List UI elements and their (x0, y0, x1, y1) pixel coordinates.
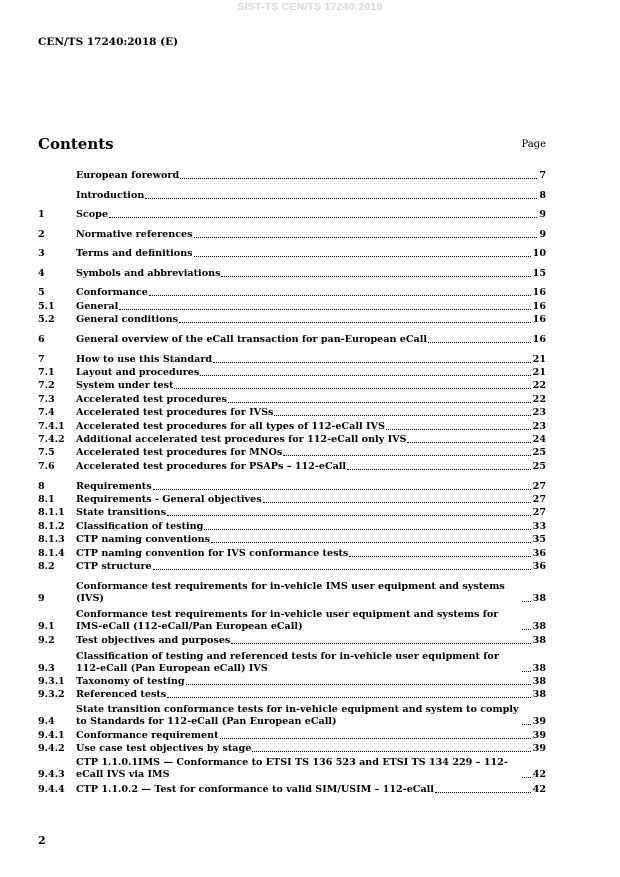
toc-leader-dots (435, 792, 531, 793)
document-identifier: CEN/TS 17240:2018 (E) (38, 36, 179, 48)
toc-entry-title: CTP 1.1.0.2 — Test for conformance to valid SIM/USIM – 112-eCall (76, 784, 434, 795)
toc-entry-title: State transitions (76, 507, 167, 518)
toc-entry-number: 7.4.1 (38, 421, 65, 432)
toc-leader-dots (174, 388, 530, 389)
toc-leader-dots (522, 777, 531, 778)
toc-entry[interactable] (38, 704, 546, 728)
toc-entry-page: 27 (532, 507, 546, 518)
toc-entry-title: Accelerated test procedures for MNOs (76, 447, 283, 458)
toc-entry-title: Classification of testing and referenced tests for in-vehicle user equipment for 112-eCall (Pan European eCall) IVS (76, 651, 499, 674)
toc-entry-page: 24 (532, 434, 546, 445)
toc-entry-number: 8.2 (38, 561, 55, 572)
toc-entry-title: State transition conformance tests for in-vehicle equipment and system to comply to Standards for 112-eCall (Pan European eCall) (76, 704, 519, 727)
toc-entry[interactable] (38, 784, 546, 796)
toc-entry-page: 25 (532, 461, 546, 472)
toc-entry[interactable] (38, 268, 546, 280)
toc-entry-title: How to use this Standard (76, 354, 213, 365)
toc-leader-dots (167, 515, 531, 516)
toc-entry[interactable] (38, 757, 546, 781)
toc-entry-number: 7.6 (38, 461, 55, 472)
toc-entry[interactable] (38, 229, 546, 241)
toc-leader-dots (194, 256, 531, 257)
toc-entry-title: Layout and procedures (76, 367, 200, 378)
toc-entry[interactable] (38, 481, 546, 493)
toc-entry-number: 9.4.1 (38, 730, 65, 741)
toc-entry[interactable] (38, 461, 546, 473)
toc-leader-dots (347, 469, 531, 470)
table-of-contents (38, 0, 546, 877)
toc-entry-page: 39 (532, 730, 546, 741)
toc-entry-page: 16 (532, 314, 546, 325)
toc-leader-dots (283, 455, 530, 456)
toc-entry[interactable] (38, 209, 546, 221)
toc-entry-page: 21 (532, 367, 546, 378)
toc-entry-page: 38 (532, 689, 546, 700)
toc-entry-number: 2 (38, 229, 45, 240)
toc-entry-page: 38 (532, 593, 546, 604)
toc-leader-dots (194, 237, 538, 238)
toc-leader-dots (407, 442, 530, 443)
toc-entry-title: Taxonomy of testing (76, 676, 185, 687)
toc-entry-title: Introduction (76, 190, 145, 201)
toc-entry-page: 38 (532, 621, 546, 632)
toc-leader-dots (204, 529, 530, 530)
toc-entry[interactable] (38, 521, 546, 533)
toc-entry-page: 27 (532, 481, 546, 492)
toc-entry-page: 21 (532, 354, 546, 365)
toc-entry[interactable] (38, 534, 546, 546)
toc-entry-number: 7.1 (38, 367, 55, 378)
toc-leader-dots (119, 309, 530, 310)
toc-leader-dots (522, 671, 531, 672)
toc-leader-dots (252, 751, 530, 752)
toc-entry-number: 7 (38, 354, 45, 365)
toc-entry-number: 7.5 (38, 447, 55, 458)
toc-entry-title: Requirements (76, 481, 152, 492)
toc-entry-title: European foreword (76, 170, 180, 181)
page-number: 2 (38, 834, 46, 847)
toc-entry-number: 9.1 (38, 621, 55, 632)
toc-entry-page: 38 (532, 663, 546, 674)
toc-entry-title: CTP naming conventions (76, 534, 211, 545)
toc-entry-page: 15 (532, 268, 546, 279)
toc-entry-number: 8.1 (38, 494, 55, 505)
toc-entry-title: Accelerated test procedures for all types of 112-eCall IVS (76, 421, 385, 432)
toc-leader-dots (179, 322, 531, 323)
toc-entry-number: 9.2 (38, 635, 55, 646)
toc-entry-number: 9.4.4 (38, 784, 65, 795)
toc-entry-number: 4 (38, 268, 45, 279)
toc-entry-number: 9.4 (38, 716, 55, 727)
toc-entry-title: Conformance test requirements for in-vehicle IMS user equipment and systems (IVS) (76, 581, 505, 604)
toc-entry-number: 8.1.4 (38, 548, 65, 559)
toc-leader-dots (145, 198, 537, 199)
toc-leader-dots (186, 684, 531, 685)
toc-entry-page: 22 (532, 380, 546, 391)
toc-leader-dots (263, 502, 531, 503)
toc-entry-number: 8.1.2 (38, 521, 65, 532)
toc-leader-dots (149, 295, 531, 296)
toc-entry[interactable] (38, 447, 546, 459)
toc-entry[interactable] (38, 170, 546, 182)
toc-entry-title: Conformance (76, 287, 148, 298)
toc-entry-page: 27 (532, 494, 546, 505)
toc-entry-number: 5.1 (38, 301, 55, 312)
toc-entry-page: 36 (532, 548, 546, 559)
toc-entry-number: 5.2 (38, 314, 55, 325)
toc-entry[interactable] (38, 287, 546, 299)
toc-entry[interactable] (38, 421, 546, 433)
toc-entry[interactable] (38, 635, 546, 647)
toc-entry-number: 6 (38, 334, 45, 345)
toc-entry-page: 42 (532, 784, 546, 795)
page-column-label: Page (521, 139, 546, 150)
toc-entry-title: General overview of the eCall transaction for pan-European eCall (76, 334, 428, 345)
toc-entry-page: 16 (532, 334, 546, 345)
toc-entry-page: 23 (532, 421, 546, 432)
toc-entry-title: Terms and definitions (76, 248, 193, 259)
toc-entry[interactable] (38, 434, 546, 446)
toc-leader-dots (180, 178, 537, 179)
toc-entry-title: Test objectives and purposes (76, 635, 231, 646)
toc-entry-title: Accelerated test procedures (76, 394, 227, 405)
toc-entry[interactable] (38, 314, 546, 326)
toc-entry-number: 9.3 (38, 663, 55, 674)
toc-entry-title: Requirements - General objectives (76, 494, 262, 505)
toc-entry-title: Classification of testing (76, 521, 204, 532)
toc-entry-title: Normative references (76, 229, 193, 240)
toc-entry-number: 7.2 (38, 380, 55, 391)
toc-entry-title: CTP 1.1.0.1IMS — Conformance to ETSI TS 136 523 and ETSI TS 134 229 – 112-eCall IVS via IMS (76, 757, 508, 780)
toc-entry-number: 7.4.2 (38, 434, 65, 445)
toc-entry-title: CTP structure (76, 561, 152, 572)
toc-entry-number: 7.3 (38, 394, 55, 405)
toc-entry-number: 8.1.3 (38, 534, 65, 545)
toc-leader-dots (228, 402, 531, 403)
toc-entry-number: 8 (38, 481, 45, 492)
toc-leader-dots (153, 489, 531, 490)
toc-entry-page: 36 (532, 561, 546, 572)
toc-entry-number: 9.4.3 (38, 769, 65, 780)
toc-leader-dots (386, 429, 531, 430)
toc-entry[interactable] (38, 507, 546, 519)
toc-entry[interactable] (38, 676, 546, 688)
toc-entry[interactable] (38, 609, 546, 633)
toc-entry-number: 3 (38, 248, 45, 259)
toc-entry[interactable] (38, 380, 546, 392)
toc-entry-title: Use case test objectives by stage (76, 743, 252, 754)
toc-leader-dots (221, 276, 530, 277)
toc-entry[interactable] (38, 581, 546, 605)
toc-entry[interactable] (38, 301, 546, 313)
toc-entry-page: 25 (532, 447, 546, 458)
toc-entry-page: 38 (532, 635, 546, 646)
toc-entry[interactable] (38, 651, 546, 675)
toc-leader-dots (153, 569, 531, 570)
toc-entry-page: 8 (539, 190, 546, 201)
toc-entry-number: 5 (38, 287, 45, 298)
toc-entry-page: 35 (532, 534, 546, 545)
toc-entry[interactable] (38, 248, 546, 260)
toc-entry-page: 38 (532, 676, 546, 687)
toc-entry-number: 9.4.2 (38, 743, 65, 754)
toc-leader-dots (200, 375, 530, 376)
toc-entry-page: 22 (532, 394, 546, 405)
toc-entry[interactable] (38, 407, 546, 419)
toc-leader-dots (428, 342, 531, 343)
toc-entry-title: Accelerated test procedures for PSAPs – 112-eCall (76, 461, 347, 472)
toc-entry[interactable] (38, 354, 546, 366)
toc-entry-page: 42 (532, 769, 546, 780)
toc-entry-title: Conformance requirement (76, 730, 219, 741)
toc-leader-dots (349, 556, 530, 557)
toc-leader-dots (167, 697, 530, 698)
toc-entry[interactable] (38, 743, 546, 755)
toc-entry[interactable] (38, 334, 546, 346)
toc-entry[interactable] (38, 394, 546, 406)
toc-entry-page: 39 (532, 716, 546, 727)
toc-entry-title: System under test (76, 380, 174, 391)
toc-entry-page: 23 (532, 407, 546, 418)
toc-entry-page: 10 (532, 248, 546, 259)
toc-leader-dots (211, 542, 531, 543)
toc-leader-dots (522, 629, 531, 630)
toc-entry[interactable] (38, 689, 546, 701)
toc-entry[interactable] (38, 190, 546, 202)
toc-entry-title: General (76, 301, 119, 312)
toc-entry-title: Additional accelerated test procedures for 112-eCall only IVS (76, 434, 407, 445)
toc-leader-dots (274, 415, 530, 416)
toc-entry-page: 33 (532, 521, 546, 532)
toc-leader-dots (231, 643, 530, 644)
toc-entry[interactable] (38, 561, 546, 573)
toc-entry-number: 8.1.1 (38, 507, 65, 518)
toc-entry-title: General conditions (76, 314, 179, 325)
toc-leader-dots (522, 724, 531, 725)
toc-entry-title: CTP naming convention for IVS conformance tests (76, 548, 349, 559)
toc-entry-page: 16 (532, 287, 546, 298)
toc-entry-number: 9.3.1 (38, 676, 65, 687)
toc-leader-dots (220, 738, 531, 739)
toc-entry-number: 1 (38, 209, 45, 220)
toc-entry-title: Conformance test requirements for in-vehicle user equipment and systems for IMS-eCall (112-eCall/Pan European eCall) (76, 609, 499, 632)
toc-leader-dots (522, 601, 531, 602)
watermark: SIST-TS CEN/TS 17240:2019 (237, 1, 383, 13)
toc-entry[interactable] (38, 494, 546, 506)
toc-entry-page: 39 (532, 743, 546, 754)
toc-entry-title: Scope (76, 209, 108, 220)
toc-entry-title: Symbols and abbreviations (76, 268, 221, 279)
toc-leader-dots (109, 217, 537, 218)
toc-entry[interactable] (38, 730, 546, 742)
toc-entry[interactable] (38, 367, 546, 379)
toc-entry[interactable] (38, 548, 546, 560)
toc-entry-page: 9 (539, 229, 546, 240)
toc-entry-page: 16 (532, 301, 546, 312)
toc-entry-number: 7.4 (38, 407, 55, 418)
toc-entry-page: 9 (539, 209, 546, 220)
contents-heading: Contents (38, 135, 114, 153)
toc-entry-title: Referenced tests (76, 689, 167, 700)
toc-entry-number: 9.3.2 (38, 689, 65, 700)
toc-entry-number: 9 (38, 593, 45, 604)
toc-entry-page: 7 (539, 170, 546, 181)
toc-entry-title: Accelerated test procedures for IVSs (76, 407, 274, 418)
toc-leader-dots (213, 362, 531, 363)
